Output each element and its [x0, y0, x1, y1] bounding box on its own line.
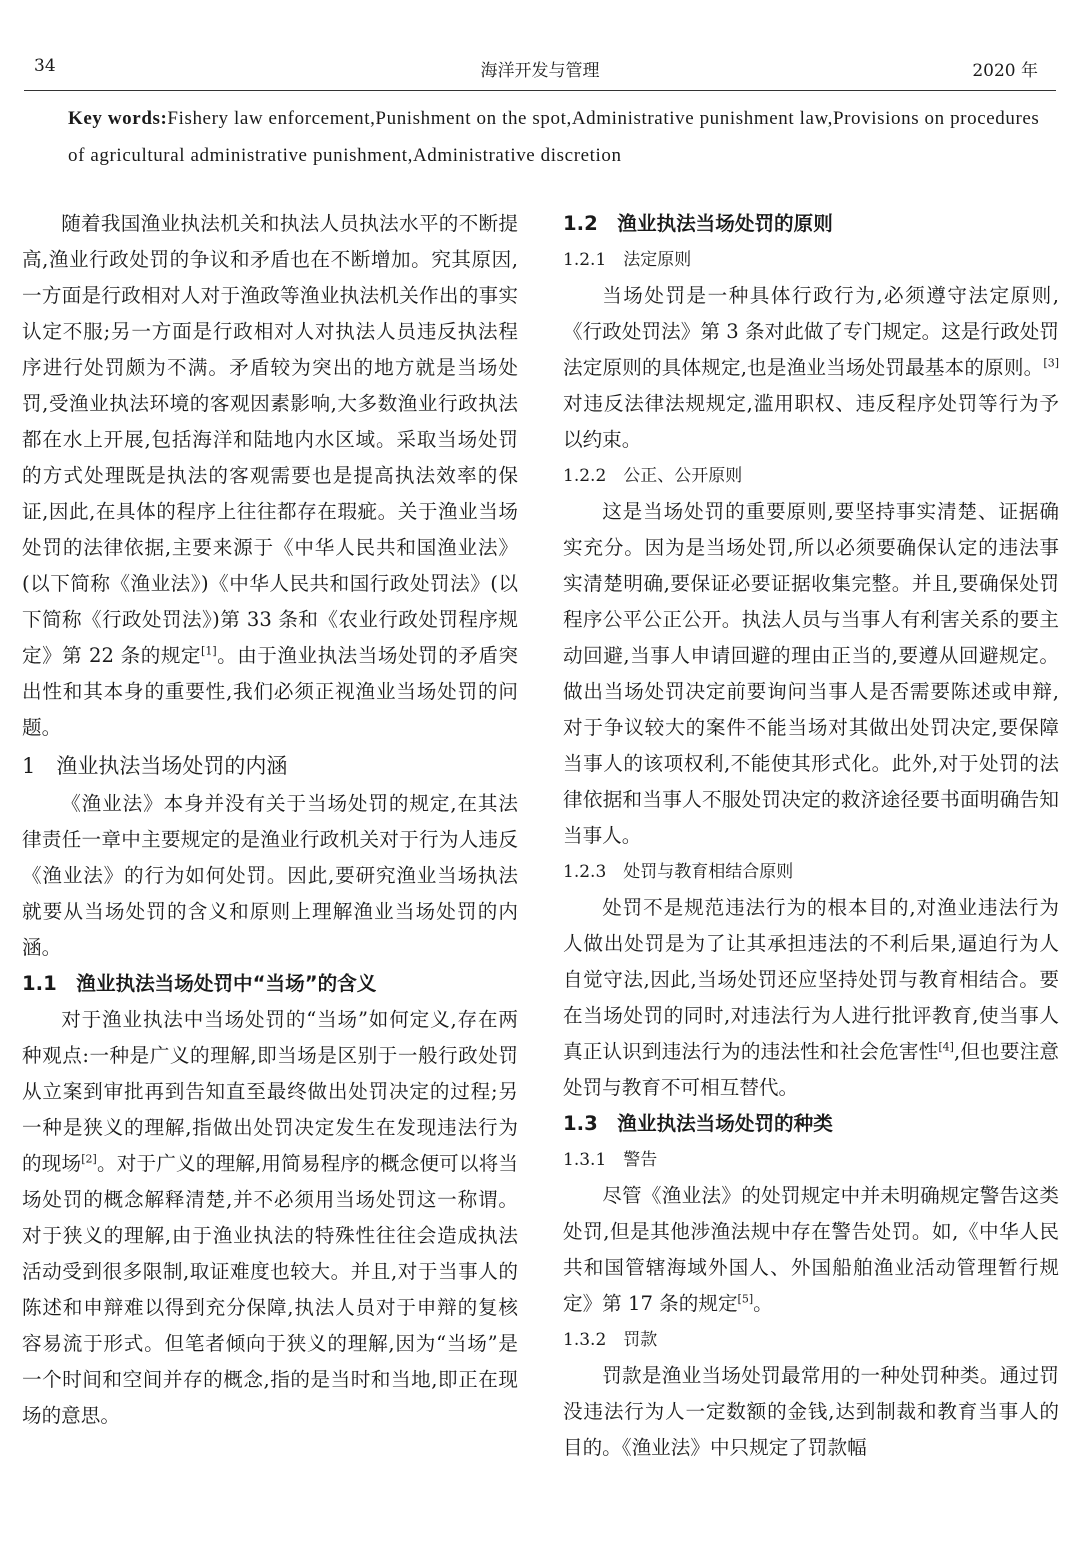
header-rule [24, 90, 1056, 91]
section-heading-1-2-2: 1.2.2 公正、公开原则 [563, 466, 743, 486]
citation-ref[interactable]: [2] [81, 1152, 97, 1166]
citation-ref[interactable]: [3] [1043, 356, 1059, 370]
section-heading-1: 1 渔业执法当场处罚的内涵 [22, 754, 288, 778]
body-paragraph: 罚款是渔业当场处罚最常用的一种处罚种类。通过罚没违法行为人一定数额的金钱,达到制裁和教育当事人的目的。《渔业法》中只规定了罚款幅 [563, 1364, 1059, 1459]
body-paragraph: 这是当场处罚的重要原则,要坚持事实清楚、证据确实充分。因为是当场处罚,所以必须要确保认定的违法事实清楚明确,要保证必要证据收集完整。并且,要确保处罚程序公平公正公开。执法人员与当事人有利害关系的要主动回避,当事人申请回避的理由正当的,要遵从回避规定。做出当场处罚决定前要询问当事人是否需要陈述或申辩,对于争议较大的案件不能当场对其做出处罚决定,要保障当事人的该项权利,不能使其形式化。此外,对于处罚的法律依据和当事人不服处罚决定的救济途径要书面明确告知当事人。 [563, 500, 1059, 847]
right-column [563, 206, 1059, 1466]
citation-ref[interactable]: [4] [938, 1040, 954, 1054]
body-paragraph: 当场处罚是一种具体行政行为,必须遵守法定原则,《行政处罚法》第 3 条对此做了专门规定。这是行政处罚法定原则的具体规定,也是渔业当场处罚最基本的原则。[3]对违反法律法规规定,滥用职权、违反程序处罚等行为予以约束。 [563, 284, 1059, 451]
keywords-label: Key words: [68, 108, 168, 129]
body-paragraph: 尽管《渔业法》的处罚规定中并未明确规定警告这类处罚,但是其他涉渔法规中存在警告处罚。如,《中华人民共和国管辖海域外国人、外国船舶渔业活动管理暂行规定》第 17 条的规定[5]。 [563, 1184, 1059, 1315]
body-paragraph: 《渔业法》本身并没有关于当场处罚的规定,在其法律责任一章中主要规定的是渔业行政机关对于行为人违反《渔业法》的行为如何处罚。因此,要研究渔业当场执法就要从当场处罚的含义和原则上理解渔业当场处罚的内涵。 [22, 792, 518, 959]
journal-title: 海洋开发与管理 [480, 61, 600, 81]
section-heading-1-1: 1.1 渔业执法当场处罚中“当场”的含义 [22, 972, 377, 995]
intro-paragraph: 随着我国渔业执法机关和执法人员执法水平的不断提高,渔业行政处罚的争议和矛盾也在不断增加。究其原因,一方面是行政相对人对于渔政等渔业执法机关作出的事实认定不服;另一方面是行政相对人对执法人员违反执法程序进行处罚颇为不满。矛盾较为突出的地方就是当场处罚,受渔业执法环境的客观因素影响,大多数渔业行政执法都在水上开展,包括海洋和陆地内水区域。采取当场处罚的方式处理既是执法的客观需要也是提高执法效率的保证,因此,在具体的程序上往往都存在瑕疵。关于渔业当场处罚的法律依据,主要来源于《中华人民共和国渔业法》(以下简称《渔业法》)《中华人民共和国行政处罚法》(以下简称《行政处罚法》)第 33 条和《农业行政处罚程序规定》第 22 条的规定[1]。由于渔业执法当场处罚的矛盾突出性和其本身的重要性,我们必须正视渔业当场处罚的问题。 [22, 212, 519, 739]
body-paragraph: 处罚不是规范违法行为的根本目的,对渔业违法行为人做出处罚是为了让其承担违法的不利后果,逼迫行为人自觉守法,因此,当场处罚还应坚持处罚与教育相结合。要在当场处罚的同时,对违法行为人进行批评教育,使当事人真正认识到违法行为的违法性和社会危害性[4],但也要注意处罚与教育不可相互替代。 [563, 896, 1059, 1099]
page-header [24, 56, 1056, 86]
keywords-text: Fishery law enforcement,Punishment on the spot,Administrative punishment law,Provisions on procedures of agricultural administrative punishment,Administrative discretion [68, 108, 1040, 166]
body-paragraph: 对于渔业执法中当场处罚的“当场”如何定义,存在两种观点:一种是广义的理解,即当场是区别于一般行政处罚从立案到审批再到告知直至最终做出处罚决定的过程;另一种是狭义的理解,指做出处罚决定发生在发现违法行为的现场[2]。对于广义的理解,用简易程序的概念便可以将当场处罚的概念解释清楚,并不必须用当场处罚这一称谓。对于狭义的理解,由于渔业执法的特殊性往往会造成执法活动受到很多限制,取证难度也较大。并且,对于当事人的陈述和申辩难以得到充分保障,执法人员对于申辩的复核容易流于形式。但笔者倾向于狭义的理解,因为“当场”是一个时间和空间并存的概念,指的是当时和当地,即正在现场的意思。 [22, 1008, 519, 1427]
section-heading-1-2-1: 1.2.1 法定原则 [563, 250, 692, 270]
citation-ref[interactable]: [5] [737, 1292, 754, 1306]
citation-ref[interactable]: [1] [201, 644, 217, 658]
page-number: 34 [34, 56, 56, 76]
section-heading-1-3-2: 1.3.2 罚款 [563, 1330, 658, 1350]
left-column [22, 206, 518, 1434]
section-heading-1-2: 1.2 渔业执法当场处罚的原则 [563, 212, 833, 235]
section-heading-1-2-3: 1.2.3 处罚与教育相结合原则 [563, 862, 794, 882]
publication-year: 2020 年 [972, 61, 1038, 81]
keywords [68, 100, 1040, 174]
section-heading-1-3-1: 1.3.1 警告 [563, 1150, 658, 1170]
section-heading-1-3: 1.3 渔业执法当场处罚的种类 [563, 1112, 833, 1135]
